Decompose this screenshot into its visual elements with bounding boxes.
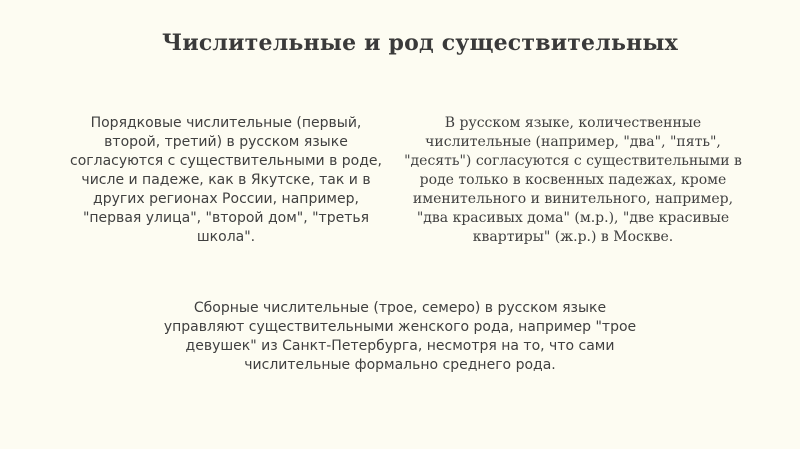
paragraph-line: Сборные числительные (трое, семеро) в русском языке — [193, 300, 607, 316]
paragraph-line: роде только в косвенных падежах, кроме — [419, 172, 727, 188]
paragraph-line: числительные формально среднего рода. — [244, 357, 556, 373]
paragraph-line: "десять") согласуются с существительными в — [404, 153, 742, 169]
paragraph-line: управляют существительными женского рода, например "трое — [163, 319, 637, 335]
paragraph-line: числе и падеже, как в Якутске, так и в — [81, 172, 371, 188]
paragraph-line: именительного и винительного, например, — [412, 191, 734, 207]
collective-numerals-paragraph — [150, 299, 650, 375]
paragraph-line: школа". — [196, 229, 256, 245]
paragraph-line: квартиры" (ж.р.) в Москве. — [472, 229, 674, 245]
slide-title: Числительные и род существительных — [162, 30, 678, 56]
paragraph-line: В русском языке, количественные — [444, 115, 702, 131]
ordinal-numerals-paragraph — [48, 114, 404, 247]
paragraph-line: других регионах России, например, — [93, 191, 359, 207]
paragraph-line: второй, третий) в русском языке — [104, 134, 348, 150]
paragraph-line: согласуются с существительными в роде, — [70, 153, 382, 169]
paragraph-line: "первая улица", "второй дом", "третья — [82, 210, 370, 226]
paragraph-line: "два красивых дома" (м.р.), "две красивые — [416, 210, 730, 226]
paragraph-line: числительные (например, "два", "пять", — [425, 134, 721, 150]
paragraph-line: Порядковые числительные (первый, — [90, 115, 362, 131]
cardinal-numerals-paragraph — [400, 114, 746, 247]
paragraph-line: девушек" из Санкт-Петербурга, несмотря на то, что сами — [185, 338, 615, 354]
